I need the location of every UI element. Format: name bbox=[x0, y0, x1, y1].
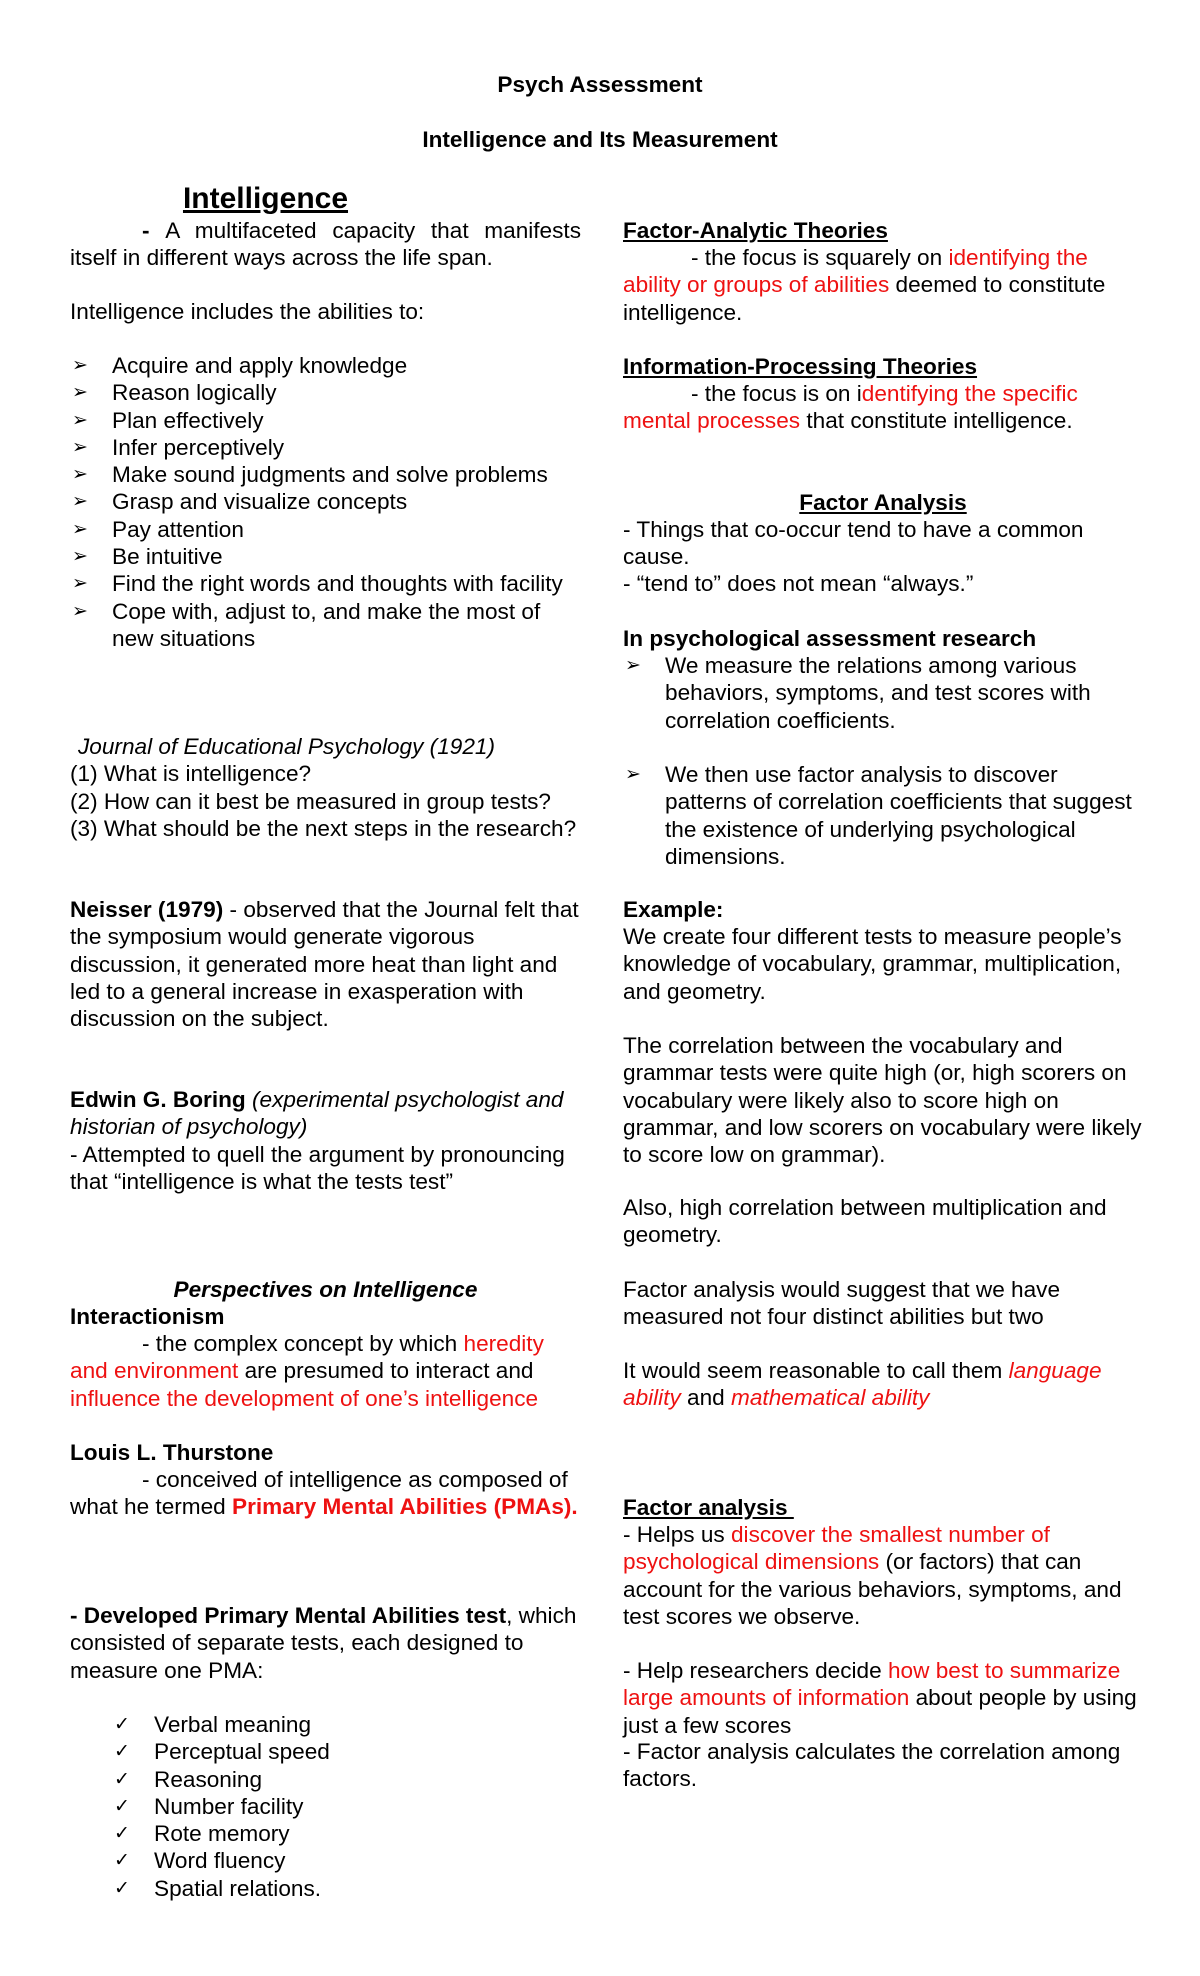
arrow-bullet-icon: ➢ bbox=[625, 655, 641, 676]
arrow-bullet-icon: ➢ bbox=[72, 573, 88, 595]
interactionism-definition: - the complex concept by which heredity and environment are presumed to interact and influence the development of one’s intelligence bbox=[70, 1331, 544, 1411]
example-heading: Example: bbox=[623, 897, 724, 922]
journal-question: (3) What should be the next steps in the research? bbox=[70, 815, 577, 841]
factor-analysis-2-line: - Helps us discover the smallest number of psychological dimensions (or factors) that can account for the various behaviors, symptoms, and test scores we observe. bbox=[623, 1522, 1122, 1629]
arrow-bullet-icon: ➢ bbox=[72, 600, 88, 622]
check-icon: ✓ bbox=[114, 1768, 130, 1790]
list-item: ✓ Rote memory bbox=[114, 1821, 290, 1847]
list-item: ➢ Grasp and visualize concepts bbox=[72, 489, 408, 515]
perspectives-heading: Perspectives on Intelligence bbox=[173, 1277, 478, 1302]
research-list bbox=[623, 761, 1143, 870]
factor-analysis-line: - “tend to” does not mean “always.” bbox=[623, 571, 974, 596]
factor-analysis-line: - Things that co-occur tend to have a common cause. bbox=[623, 517, 1084, 570]
list-item: ➢ Find the right words and thoughts with facility bbox=[72, 571, 563, 597]
interactionism-term: Interactionism bbox=[70, 1304, 225, 1329]
abilities-list bbox=[70, 352, 581, 652]
list-item: ➢ Be intuitive bbox=[72, 544, 223, 570]
arrow-bullet-icon: ➢ bbox=[72, 546, 88, 568]
arrow-bullet-icon: ➢ bbox=[72, 464, 88, 486]
list-item: ➢ Acquire and apply knowledge bbox=[72, 353, 408, 378]
arrow-bullet-icon: ➢ bbox=[625, 764, 641, 785]
example-paragraph: The correlation between the vocabulary and grammar tests were quite high (or, high scorers on vocabulary were likely also to score high on grammar, and low scorers on vocabulary were likely to score low on grammar). bbox=[623, 1033, 1142, 1168]
factor-analysis-2-line: - Factor analysis calculates the correlation among factors. bbox=[623, 1739, 1121, 1792]
list-item: ✓ Verbal meaning bbox=[114, 1712, 312, 1737]
research-list bbox=[623, 652, 1143, 734]
arrow-bullet-icon: ➢ bbox=[72, 518, 88, 540]
thurstone-name: Louis L. Thurstone bbox=[70, 1440, 274, 1465]
factor-analysis-heading: Factor Analysis bbox=[799, 490, 967, 515]
intelligence-definition: - A multifaceted capacity that manifests itself in different ways across the life span. bbox=[70, 218, 581, 271]
list-item: ➢ Plan effectively bbox=[72, 407, 264, 433]
list-item: ➢ Pay attention bbox=[72, 516, 244, 542]
check-icon: ✓ bbox=[114, 1850, 130, 1872]
check-icon: ✓ bbox=[114, 1795, 130, 1817]
journal-question: (1) What is intelligence? bbox=[70, 761, 312, 787]
list-item: ➢ We then use factor analysis to discover patterns of correlation coefficients that suggest the existence of underlying psychological dimensions. bbox=[625, 762, 1132, 869]
journal-title: Journal of Educational Psychology (1921) bbox=[78, 734, 495, 759]
journal-block bbox=[70, 733, 581, 842]
factor-analytic-text: - the focus is squarely on identifying the ability or groups of abilities deemed to constitute intelligence. bbox=[623, 245, 1106, 325]
list-item: ✓ Perceptual speed bbox=[114, 1739, 330, 1765]
info-processing-text: - the focus is on identifying the specific mental processes that constitute intelligence. bbox=[623, 381, 1078, 434]
example-conclusion: It would seem reasonable to call them language ability and mathematical ability bbox=[623, 1358, 1102, 1411]
info-processing-heading: Information-Processing Theories bbox=[623, 354, 978, 379]
intelligence-heading: Intelligence bbox=[182, 182, 349, 215]
pma-list bbox=[70, 1711, 581, 1902]
list-item: ✓ Word fluency bbox=[114, 1848, 286, 1874]
example-paragraph: We create four different tests to measure people’s knowledge of vocabulary, grammar, multiplication, and geometry. bbox=[623, 924, 1122, 1004]
list-item: ✓ Spatial relations. bbox=[114, 1875, 322, 1901]
list-item: ➢ Cope with, adjust to, and make the most of new situations bbox=[72, 598, 541, 651]
check-icon: ✓ bbox=[114, 1877, 130, 1899]
boring-paragraph: Edwin G. Boring (experimental psychologist and historian of psychology) - Attempted to quell the argument by pronouncing that “intelligence is what the tests test” bbox=[70, 1087, 565, 1194]
check-icon: ✓ bbox=[114, 1823, 130, 1845]
list-item: ✓ Reasoning bbox=[114, 1766, 263, 1792]
journal-question: (2) How can it best be measured in group tests? bbox=[70, 788, 551, 814]
check-icon: ✓ bbox=[114, 1741, 130, 1763]
list-item: ➢ We measure the relations among various behaviors, symptoms, and test scores with correlation coefficients. bbox=[625, 653, 1091, 733]
research-heading: In psychological assessment research bbox=[623, 626, 1037, 651]
abilities-intro: Intelligence includes the abilities to: bbox=[70, 299, 425, 324]
document-subtitle: Intelligence and Its Measurement bbox=[422, 127, 778, 152]
arrow-bullet-icon: ➢ bbox=[72, 491, 88, 513]
thurstone-definition: - conceived of intelligence as composed of what he termed Primary Mental Abilities (PMAs). bbox=[70, 1467, 578, 1520]
factor-analysis-2-line: - Help researchers decide how best to summarize large amounts of information about people by using just a few scores bbox=[623, 1658, 1137, 1738]
document-title: Psych Assessment bbox=[497, 72, 703, 97]
factor-analysis-2-heading: Factor analysis bbox=[623, 1495, 794, 1520]
arrow-bullet-icon: ➢ bbox=[72, 355, 88, 376]
list-item: ➢ Make sound judgments and solve problems bbox=[72, 462, 548, 488]
check-icon: ✓ bbox=[114, 1714, 130, 1735]
example-paragraph: Factor analysis would suggest that we have measured not four distinct abilities but two bbox=[623, 1277, 1061, 1330]
list-item: ✓ Number facility bbox=[114, 1793, 304, 1819]
arrow-bullet-icon: ➢ bbox=[72, 382, 88, 404]
example-paragraph: Also, high correlation between multiplication and geometry. bbox=[623, 1195, 1107, 1248]
neisser-paragraph: Neisser (1979) - observed that the Journal felt that the symposium would generate vigorous discussion, it generated more heat than light and led to a general increase in exasperation with discussion on the subject. bbox=[70, 897, 579, 1032]
arrow-bullet-icon: ➢ bbox=[72, 409, 88, 431]
list-item: ➢ Infer perceptively bbox=[72, 434, 285, 460]
pma-test-description: - Developed Primary Mental Abilities test, which consisted of separate tests, each designed to measure one PMA: bbox=[70, 1603, 577, 1683]
list-item: ➢ Reason logically bbox=[72, 380, 277, 406]
arrow-bullet-icon: ➢ bbox=[72, 436, 88, 458]
factor-analytic-heading: Factor-Analytic Theories bbox=[623, 218, 888, 243]
